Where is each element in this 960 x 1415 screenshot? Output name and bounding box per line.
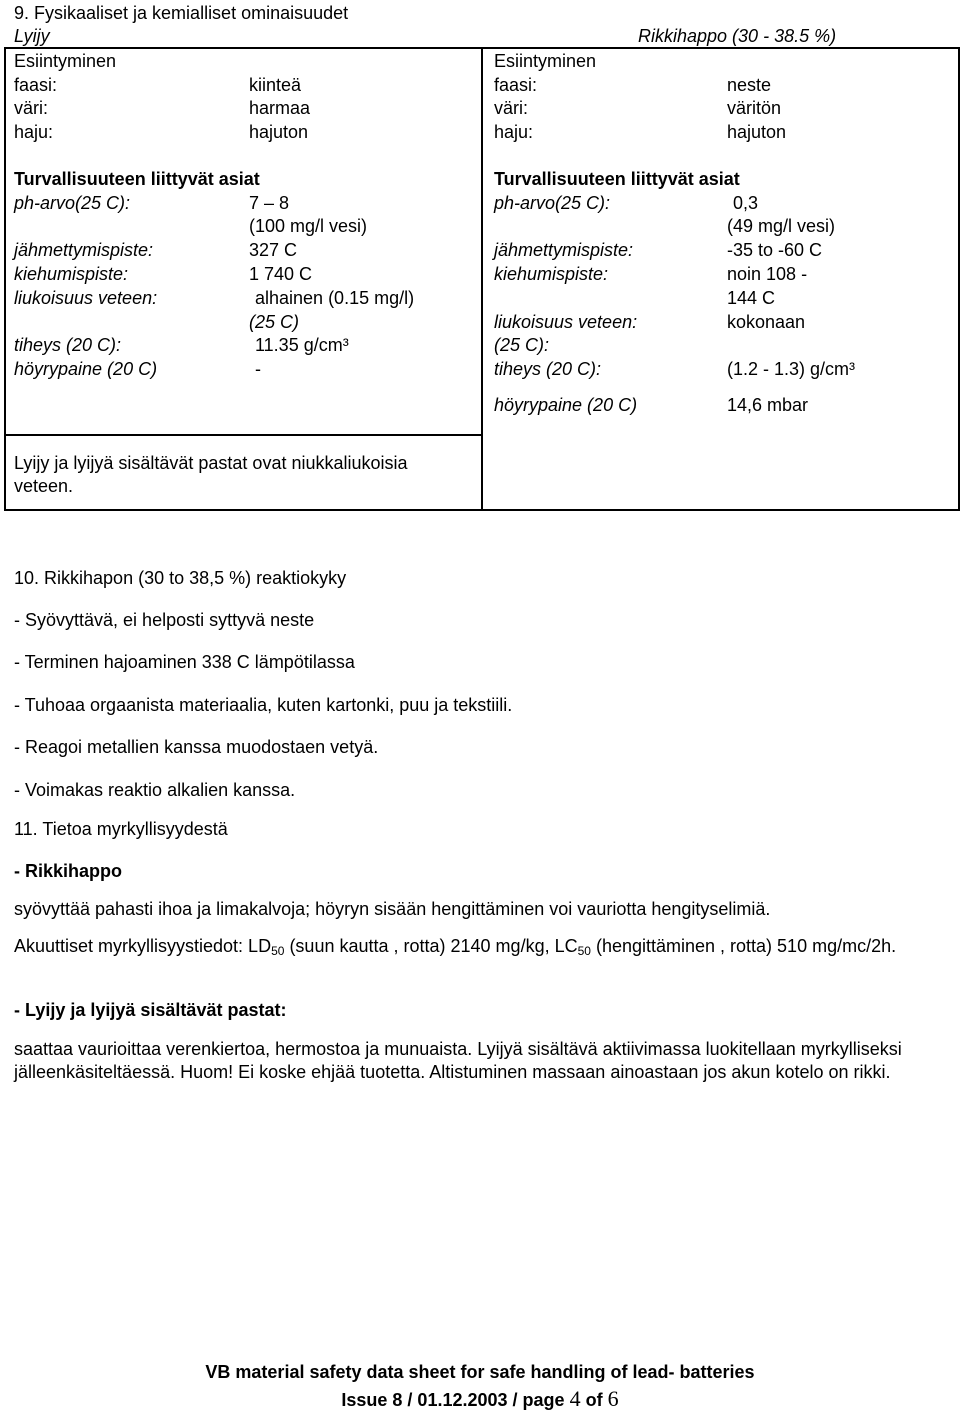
left-boil-label: kiehumispiste: — [14, 264, 129, 284]
left-ph-note: (100 mg/l vesi) — [249, 216, 368, 236]
right-color-label: väri: — [494, 98, 529, 118]
right-vapor-label: höyrypaine (20 C) — [494, 395, 638, 415]
acute-toxicity-text: Akuuttiset myrkyllisyystiedot: $LD_{50}$ (suun kautta , rotta) 2140 mg/kg, $LC_{50}$ (hengittäminen , rotta) 510 mg/mc/2h. — [14, 936, 897, 958]
right-odor-label: haju: — [494, 122, 534, 142]
left-vapor-label: höyrypaine (20 C) — [14, 359, 158, 379]
left-phase-label: faasi: — [14, 75, 58, 95]
right-boil-value-line2: 144 C — [727, 288, 776, 308]
right-ph-label: ph-arvo(25 C): — [494, 193, 611, 213]
reactivity-item: - Syövyttävä, ei helposti syttyvä neste — [14, 610, 314, 630]
right-solubility-label-line2: (25 C): — [494, 335, 550, 355]
left-solubility-value: alhainen (0.15 mg/l) — [255, 288, 415, 308]
right-boil-value-line1: noin 108 - — [727, 264, 808, 284]
right-solubility-value: kokonaan — [727, 312, 806, 332]
right-ph-note: (49 mg/l vesi) — [727, 216, 836, 236]
right-freeze-label: jähmettymispiste: — [494, 240, 634, 260]
lead-text: saattaa vaurioittaa verenkiertoa, hermostoa ja munuaista. Lyijyä sisältävä aktiivimassa luokitellaan myrkylliseksi jälleenkäsiteltäessä. Huom! Ei koske ehjää tuotetta. Altistuminen massaan ainoastaan jos akun kotelo on rikki. — [14, 1039, 902, 1082]
left-ph-label: ph-arvo(25 C): — [14, 193, 131, 213]
left-odor-label: haju: — [14, 122, 54, 142]
right-phase-label: faasi: — [494, 75, 538, 95]
section-9-title: 9. Fysikaaliset ja kemialliset ominaisuudet — [14, 3, 349, 23]
table-row-divider — [4, 434, 482, 436]
left-solubility-note: (25 C) — [249, 312, 300, 332]
right-safety-heading: Turvallisuuteen liittyvät asiat — [494, 169, 740, 189]
left-freeze-label: jähmettymispiste: — [14, 240, 154, 260]
left-phase-value: kiinteä — [249, 75, 302, 95]
right-freeze-value: -35 to -60 C — [727, 240, 823, 260]
left-footnote-line1: Lyijy ja lyijyä sisältävät pastat ovat niukkaliukoisia — [14, 453, 408, 473]
right-occurrence-heading: Esiintyminen — [494, 51, 597, 71]
right-substance-name: Rikkihappo (30 - 38.5 %) — [638, 26, 837, 46]
reactivity-item: - Voimakas reaktio alkalien kanssa. — [14, 780, 295, 800]
section-11-title: 11. Tietoa myrkyllisyydestä — [14, 819, 228, 839]
left-solubility-label: liukoisuus veteen: — [14, 288, 158, 308]
left-color-label: väri: — [14, 98, 49, 118]
left-vapor-value: - — [255, 359, 261, 379]
right-color-value: väritön — [727, 98, 782, 118]
reactivity-item: - Terminen hajoaminen 338 C lämpötilassa — [14, 652, 355, 672]
right-phase-value: neste — [727, 75, 772, 95]
left-freeze-value: 327 C — [249, 240, 298, 260]
reactivity-item: - Reagoi metallien kanssa muodostaen vetyä. — [14, 737, 378, 757]
lead-heading: - Lyijy ja lyijyä sisältävät pastat: — [14, 1000, 286, 1020]
right-density-label: tiheys (20 C): — [494, 359, 602, 379]
acid-text: syövyttää pahasti ihoa ja limakalvoja; höyryn sisään hengittäminen voi vauriotta hengityselimiä. — [14, 899, 771, 919]
left-density-label: tiheys (20 C): — [14, 335, 122, 355]
right-solubility-label-line1: liukoisuus veteen: — [494, 312, 638, 332]
left-safety-heading: Turvallisuuteen liittyvät asiat — [14, 169, 260, 189]
table-column-divider — [481, 47, 483, 511]
reactivity-item: - Tuhoaa orgaanista materiaalia, kuten kartonki, puu ja tekstiili. — [14, 695, 512, 715]
footer-title: VB material safety data sheet for safe handling of lead- batteries — [205, 1362, 755, 1382]
left-color-value: harmaa — [249, 98, 311, 118]
acid-heading: - Rikkihappo — [14, 861, 122, 881]
left-ph-value: 7 – 8 — [249, 193, 290, 213]
left-occurrence-heading: Esiintyminen — [14, 51, 117, 71]
left-density-value: 11.35 g/cm³ — [255, 335, 349, 355]
left-odor-value: hajuton — [249, 122, 309, 142]
left-boil-value: 1 740 C — [249, 264, 313, 284]
footer-page-info: Issue 8 / 01.12.2003 / page 4 of 6 — [341, 1386, 619, 1411]
right-vapor-value: 14,6 mbar — [727, 395, 809, 415]
right-density-value: (1.2 - 1.3) g/cm³ — [727, 359, 856, 379]
left-substance-name: Lyijy — [14, 26, 50, 46]
right-ph-value: 0,3 — [733, 193, 759, 213]
section-10-title: 10. Rikkihapon (30 to 38,5 %) reaktiokyky — [14, 568, 347, 588]
right-boil-label: kiehumispiste: — [494, 264, 609, 284]
right-odor-value: hajuton — [727, 122, 787, 142]
left-footnote-line2: veteen. — [14, 476, 74, 496]
